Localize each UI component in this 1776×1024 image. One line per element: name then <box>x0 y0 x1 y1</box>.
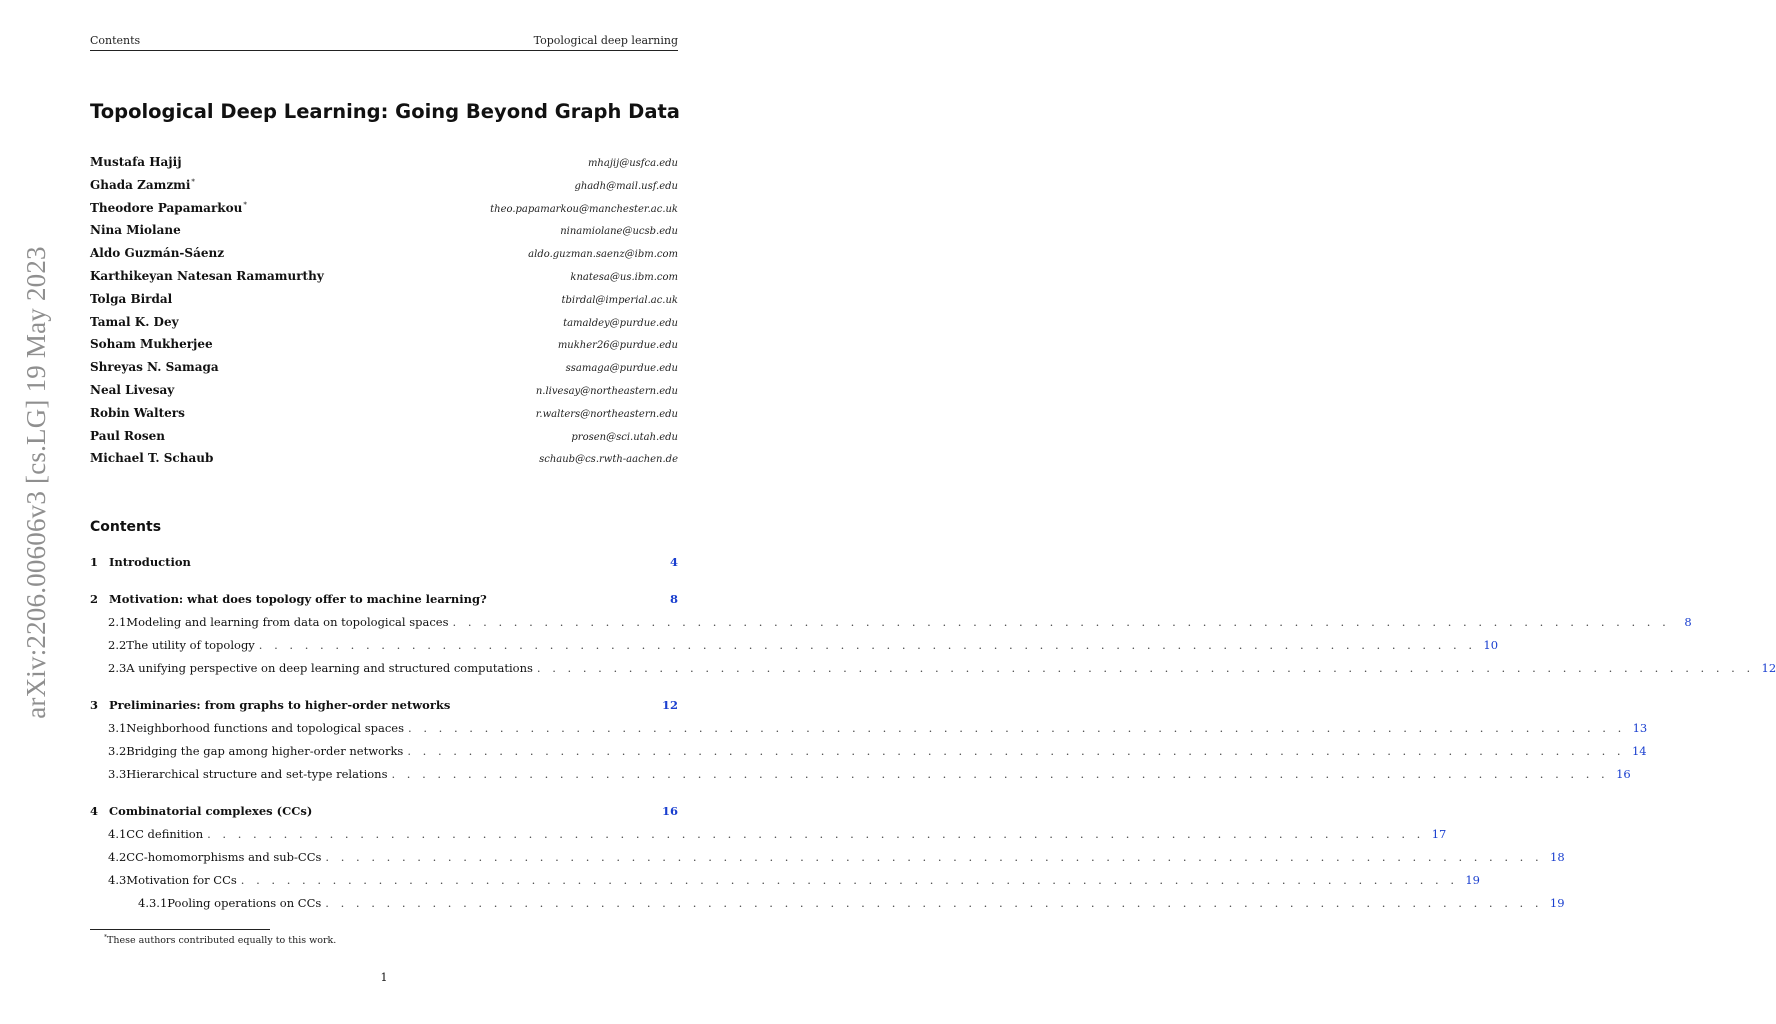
toc-entry[interactable] <box>90 698 678 721</box>
toc-page-link[interactable]: 16 <box>661 804 678 818</box>
author-row <box>90 269 678 292</box>
toc-page-link[interactable]: 12 <box>1761 661 1776 675</box>
equal-contribution-mark: * <box>243 200 247 209</box>
toc-title[interactable]: A unifying perspective on deep learning and structured computations <box>126 661 533 675</box>
toc-title[interactable]: CC definition <box>126 827 204 841</box>
toc-number: 4.2 <box>108 850 127 864</box>
toc-leader-dots: . . . . . . . . . . . . . . . . . . . . . . . . . . . . . . . . . . . . . . . . . . . . . . . . . . . . . . . . . . . . . . . . . . . . . . . . . . . . . . . . <box>391 767 1609 781</box>
toc-page-link[interactable]: 8 <box>1684 615 1692 629</box>
author-email[interactable]: n.livesay@northeastern.edu <box>535 385 678 397</box>
author-name <box>90 178 195 192</box>
toc-entry[interactable] <box>90 615 1692 638</box>
author-row <box>90 315 678 338</box>
author-name <box>90 360 220 374</box>
author-name-text: Robin Walters <box>90 405 185 420</box>
toc-entry[interactable] <box>90 850 1565 873</box>
toc-leader-dots: . . . . . . . . . . . . . . . . . . . . . . . . . . . . . . . . . . . . . . . . . . . . . . . . . . . . . . . . . . . . . . . . . . . . . . . . . . . . . . . . <box>325 850 1543 864</box>
author-row <box>90 406 678 429</box>
footnote-rule <box>90 929 270 930</box>
toc-title[interactable]: Combinatorial complexes (CCs) <box>109 804 313 818</box>
toc-page-link[interactable]: 18 <box>1550 850 1565 864</box>
toc-entry[interactable] <box>90 555 678 578</box>
arxiv-side-stamp <box>18 245 54 719</box>
toc-title[interactable]: Modeling and learning from data on topological spaces <box>126 615 449 629</box>
author-row <box>90 201 678 224</box>
author-name-text: Karthikeyan Natesan Ramamurthy <box>90 268 324 283</box>
toc-number: 3.2 <box>108 744 127 758</box>
author-row <box>90 451 678 474</box>
table-of-contents <box>90 555 1776 919</box>
author-name-text: Paul Rosen <box>90 428 166 443</box>
toc-leader-dots: . . . . . . . . . . . . . . . . . . . . . . . . . . . . . . . . . . . . . . . . . . . . . . . . . . . . . . . . . . . . . . . . . . . . . . . . . . . . . . . . <box>407 744 1625 758</box>
toc-number: 3.3 <box>108 767 127 781</box>
toc-number: 4.3 <box>108 873 127 887</box>
author-row <box>90 429 678 452</box>
toc-entry[interactable] <box>90 804 678 827</box>
toc-page-link[interactable]: 8 <box>669 592 678 606</box>
author-row <box>90 383 678 406</box>
toc-title[interactable]: Preliminaries: from graphs to higher-order networks <box>109 698 451 712</box>
toc-number: 4.3.1 <box>138 896 168 910</box>
toc-page-link[interactable]: 10 <box>1483 638 1499 652</box>
author-email[interactable]: r.walters@northeastern.edu <box>535 408 678 420</box>
author-name <box>90 292 173 306</box>
toc-page-link[interactable]: 16 <box>1616 767 1631 781</box>
author-name <box>90 315 180 329</box>
author-name-text: Shreyas N. Samaga <box>90 360 219 375</box>
toc-entry[interactable] <box>90 638 1499 661</box>
toc-title[interactable]: Motivation: what does topology offer to machine learning? <box>109 592 487 606</box>
toc-number: 2.1 <box>108 615 127 629</box>
author-email[interactable]: mhajij@usfca.edu <box>587 158 678 169</box>
toc-entry[interactable] <box>90 721 1648 744</box>
author-row <box>90 223 678 246</box>
author-name <box>90 337 214 351</box>
footnote <box>104 934 336 946</box>
toc-page-link[interactable]: 13 <box>1632 721 1648 735</box>
toc-title[interactable]: Neighborhood functions and topological spaces <box>126 721 405 735</box>
toc-leader-dots: . . . . . . . . . . . . . . . . . . . . . . . . . . . . . . . . . . . . . . . . . . . . . . . . . . . . . . . . . . . . . . . . . . . . . . . . . . . . . . . . <box>408 721 1626 735</box>
author-email[interactable]: tbirdal@imperial.ac.uk <box>561 294 678 306</box>
footnote-mark: * <box>104 934 107 941</box>
toc-leader-dots: . . . . . . . . . . . . . . . . . . . . . . . . . . . . . . . . . . . . . . . . . . . . . . . . . . . . . . . . . . . . . . . . . . . . . . . . . . . . . . . . <box>325 896 1543 910</box>
toc-page-link[interactable]: 14 <box>1631 744 1647 758</box>
author-name <box>90 223 182 237</box>
contents-heading: Contents <box>90 519 162 535</box>
toc-title[interactable]: Pooling operations on CCs <box>167 896 322 910</box>
author-name <box>90 406 186 420</box>
author-name-text: Aldo Guzmán-Sáenz <box>90 246 225 261</box>
arxiv-identifier: arXiv:2206.00606v3 [cs.LG] 19 May 2023 <box>20 245 51 719</box>
toc-leader-dots: . . . . . . . . . . . . . . . . . . . . . . . . . . . . . . . . . . . . . . . . . . . . . . . . . . . . . . . . . . . . . . . . . . . . . . . . . . . . . . . . <box>258 638 1477 652</box>
page-number: 1 <box>380 971 388 984</box>
author-name <box>90 383 175 397</box>
author-email[interactable]: schaub@cs.rwth-aachen.de <box>539 454 678 466</box>
toc-page-link[interactable]: 12 <box>661 698 678 712</box>
author-name-text: Ghada Zamzmi <box>90 177 191 192</box>
author-name <box>90 155 183 169</box>
author-row <box>90 246 678 269</box>
toc-page-link[interactable]: 19 <box>1465 873 1480 887</box>
toc-entry[interactable] <box>90 661 1776 684</box>
toc-number: 2.2 <box>108 638 127 652</box>
toc-entry[interactable] <box>90 873 1480 896</box>
toc-number: 2 <box>90 592 99 606</box>
toc-title[interactable]: CC-homomorphisms and sub-CCs <box>126 850 322 864</box>
equal-contribution-mark: * <box>191 177 195 186</box>
toc-leader-dots: . . . . . . . . . . . . . . . . . . . . . . . . . . . . . . . . . . . . . . . . . . . . . . . . . . . . . . . . . . . . . . . . . . . . . . . . . . . . . . . . <box>536 661 1755 675</box>
toc-page-link[interactable]: 17 <box>1431 827 1447 841</box>
author-name-text: Nina Miolane <box>90 223 181 238</box>
toc-title[interactable]: The utility of topology <box>126 638 255 652</box>
author-name-text: Tolga Birdal <box>90 291 173 306</box>
toc-entry[interactable] <box>90 592 678 615</box>
toc-number: 2.3 <box>108 661 127 675</box>
toc-title[interactable]: Hierarchical structure and set-type relations <box>126 767 388 781</box>
author-row <box>90 337 678 360</box>
toc-leader-dots: . . . . . . . . . . . . . . . . . . . . . . . . . . . . . . . . . . . . . . . . . . . . . . . . . . . . . . . . . . . . . . . . . . . . . . . . . . . . . . . . <box>452 615 1670 629</box>
author-name <box>90 269 325 283</box>
author-email[interactable]: tamaldey@purdue.edu <box>563 317 678 329</box>
toc-title[interactable]: Motivation for CCs <box>126 873 237 887</box>
author-email[interactable]: mukher26@purdue.edu <box>557 340 678 352</box>
toc-entry[interactable] <box>90 744 1647 767</box>
toc-number: 3.1 <box>108 721 127 735</box>
author-name-text: Tamal K. Dey <box>90 314 179 329</box>
author-name <box>90 201 247 215</box>
author-name-text: Mustafa Hajij <box>90 155 182 169</box>
paper-title: Topological Deep Learning: Going Beyond Graph Data <box>90 100 680 123</box>
author-name <box>90 451 214 465</box>
running-head-right: Topological deep learning <box>533 34 678 47</box>
toc-leader-dots: . . . . . . . . . . . . . . . . . . . . . . . . . . . . . . . . . . . . . . . . . . . . . . . . . . . . . . . . . . . . . . . . . . . . . . . . . . . . . . . . <box>240 873 1458 887</box>
toc-title[interactable]: Introduction <box>109 555 191 569</box>
author-name <box>90 429 166 443</box>
author-row <box>90 360 678 383</box>
toc-number: 3 <box>90 698 99 712</box>
author-email[interactable]: ssamaga@purdue.edu <box>565 363 678 375</box>
author-email[interactable]: theo.papamarkou@manchester.ac.uk <box>490 203 678 215</box>
author-row <box>90 155 678 178</box>
toc-entry[interactable] <box>90 767 1631 790</box>
author-name-text: Soham Mukherjee <box>90 337 213 352</box>
author-email[interactable]: aldo.guzman.saenz@ibm.com <box>528 249 678 261</box>
running-head-left: Contents <box>90 34 141 47</box>
footnote-text: These authors contributed equally to this work. <box>107 935 337 947</box>
author-name-text: Neal Livesay <box>90 382 175 397</box>
toc-entry[interactable] <box>90 827 1447 850</box>
author-email[interactable]: knatesa@us.ibm.com <box>570 271 678 283</box>
toc-page-link[interactable]: 19 <box>1549 896 1565 910</box>
author-name-text: Michael T. Schaub <box>90 451 214 466</box>
toc-leader-dots: . . . . . . . . . . . . . . . . . . . . . . . . . . . . . . . . . . . . . . . . . . . . . . . . . . . . . . . . . . . . . . . . . . . . . . . . . . . . . . . . <box>207 827 1425 841</box>
author-row <box>90 292 678 315</box>
author-name-text: Theodore Papamarkou <box>90 200 243 215</box>
toc-number: 4.1 <box>108 827 127 841</box>
toc-number: 1 <box>90 555 99 569</box>
toc-title[interactable]: Bridging the gap among higher-order networks <box>126 744 404 758</box>
author-email[interactable]: prosen@sci.utah.edu <box>571 431 678 443</box>
toc-number: 4 <box>90 804 99 818</box>
author-name <box>90 246 225 260</box>
author-list <box>90 155 678 474</box>
author-email[interactable]: ninamiolane@ucsb.edu <box>560 226 678 238</box>
running-head <box>90 34 678 51</box>
toc-entry[interactable] <box>90 896 1565 919</box>
author-row <box>90 178 678 201</box>
author-email[interactable]: ghadh@mail.usf.edu <box>574 180 678 192</box>
toc-page-link[interactable]: 4 <box>669 555 678 569</box>
